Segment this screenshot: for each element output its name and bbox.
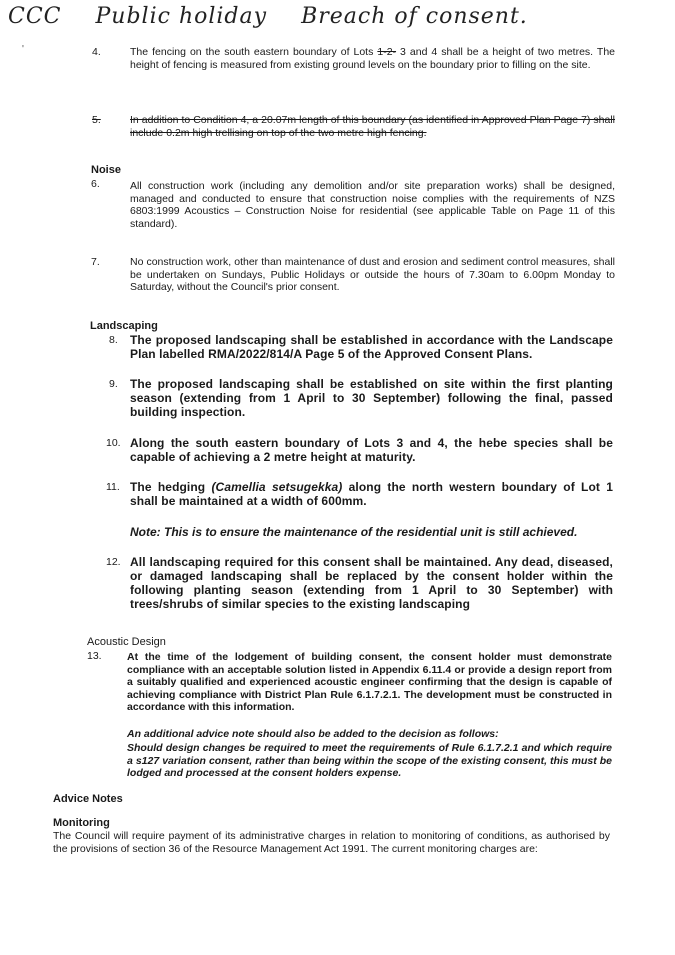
advice-notes-heading: Advice Notes bbox=[53, 793, 123, 805]
condition-number-10: 10. bbox=[106, 437, 121, 449]
scan-mark: ' bbox=[22, 44, 24, 55]
handwritten-breach: Breach of consent. bbox=[301, 4, 528, 29]
landscaping-heading: Landscaping bbox=[90, 320, 158, 332]
condition-4-text-start: The fencing on the south eastern boundary of Lots bbox=[130, 46, 378, 58]
condition-number-5: 5. bbox=[92, 114, 101, 126]
condition-number-12: 12. bbox=[106, 556, 121, 568]
monitoring-heading: Monitoring bbox=[53, 817, 110, 829]
condition-number-4: 4. bbox=[92, 46, 101, 58]
condition-5-text: In addition to Condition 4, a 20.07m length of this boundary (as identified in Approved Plan Page 7) shall include 0.2m high trellising on top of the two metre high fencing. bbox=[130, 114, 615, 139]
condition-12-text: All landscaping required for this consent shall be maintained. Any dead, diseased, or damaged landscaping shall be replaced by the consent holder within the following planting season (extending from 1 April to 30 September) with trees/shrubs of similar species to the existing landscaping bbox=[130, 555, 613, 611]
advice-note-text: Should design changes be required to meet the requirements of Rule 6.1.7.2.1 and which require a s127 variation consent, rather than being within the scope of the existing consent, this must be lodged and processed at the consent holders expense. bbox=[127, 742, 612, 779]
condition-number-8: 8. bbox=[109, 334, 118, 346]
condition-8-text: The proposed landscaping shall be established in accordance with the Landscape Plan labelled RMA/2022/814/A Page 5 of the Approved Consent Plans. bbox=[130, 333, 613, 361]
condition-9-text: The proposed landscaping shall be established on site within the first planting season (extending from 1 April to 30 September) following the final, passed building inspection. bbox=[130, 377, 613, 419]
handwritten-public-holiday: Public holiday bbox=[95, 4, 268, 29]
condition-4-struck-lots: 1-2- bbox=[377, 46, 397, 58]
condition-11-note: Note: This is to ensure the maintenance of the residential unit is still achieved. bbox=[130, 525, 578, 539]
condition-11-text-end: along the north western boundary of Lot 1 shall be maintained at a width of 600mm. bbox=[130, 480, 613, 508]
acoustic-design-heading: Acoustic Design bbox=[87, 636, 166, 648]
condition-4-text-end: 3 and 4 shall be a height of two metres. The height of fencing is measured from existing ground levels on the boundary prior to filling on the site. bbox=[130, 46, 615, 71]
condition-11-text bbox=[130, 480, 613, 508]
condition-number-11: 11. bbox=[106, 481, 120, 493]
condition-4-text bbox=[130, 46, 615, 71]
condition-11-species: (Camellia setsugekka) bbox=[211, 480, 343, 494]
noise-heading: Noise bbox=[91, 164, 121, 176]
condition-number-9: 9. bbox=[109, 378, 118, 390]
condition-number-7: 7. bbox=[91, 256, 100, 268]
condition-number-13: 13. bbox=[87, 650, 102, 662]
monitoring-text: The Council will require payment of its administrative charges in relation to monitoring of conditions, as authorised by the provisions of section 36 of the Resource Management Act 1991. The current monitoring charges are: bbox=[53, 830, 610, 855]
condition-10-text: Along the south eastern boundary of Lots 3 and 4, the hebe species shall be capable of achieving a 2 metre height at maturity. bbox=[130, 436, 613, 464]
handwritten-annotation bbox=[8, 4, 663, 29]
advice-note-intro: An additional advice note should also be added to the decision as follows: bbox=[127, 728, 499, 740]
condition-7-text: No construction work, other than maintenance of dust and erosion and sediment control measures, shall be undertaken on Sundays, Public Holidays or outside the hours of 7.30am to 6.00pm Monday to Saturday, without the Council's prior consent. bbox=[130, 256, 615, 293]
handwritten-ccc: CCC bbox=[8, 4, 62, 29]
condition-number-6: 6. bbox=[91, 178, 100, 190]
condition-6-text: All construction work (including any demolition and/or site preparation works) shall be designed, managed and conducted to ensure that construction noise complies with the requirements of NZS 6803:1999 Acoustics – Construction Noise for residential (see applicable Table on Page 11 of this standard). bbox=[130, 180, 615, 230]
condition-11-text-start: The hedging bbox=[130, 480, 212, 494]
condition-13-text: At the time of the lodgement of building consent, the consent holder must demonstrate compliance with an acceptable solution listed in Appendix 6.11.4 or provide a design report from a suitably qualified and experienced acoustic engineer confirming that the design is capable of achieving compliance with District Plan Rule 6.1.7.2.1. The development must be constructed in accordance with this information. bbox=[127, 651, 612, 713]
